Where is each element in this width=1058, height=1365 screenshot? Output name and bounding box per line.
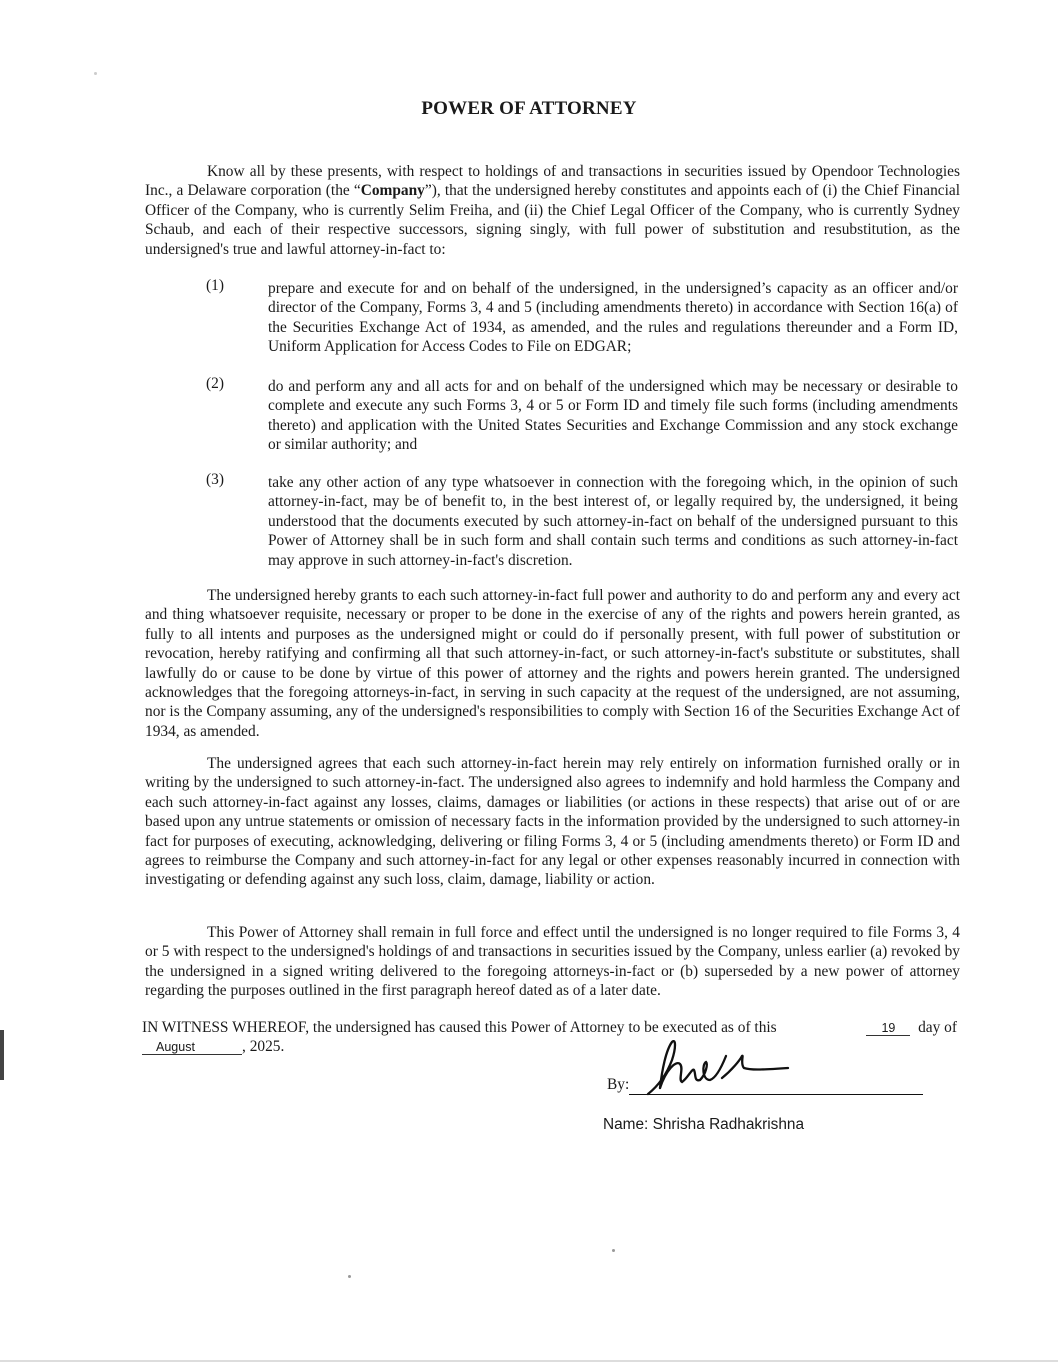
witness-day-of: day of xyxy=(918,1019,957,1036)
document-title: POWER OF ATTORNEY xyxy=(421,98,637,119)
scan-speck xyxy=(612,1249,615,1252)
item-text-3: take any other action of any type whatsoever in connection with the foregoing which, in the opinion of such attorney-in-fact, may be of benefit to, in the best interest of, or legally required by, the undersigned, it being understood that the documents executed by such attorney-in-fact on behalf of the undersigned pursuant to this Power of Attorney shall be in such form and shall contain such terms and conditions as such attorney-in-fact may approve in such attorney-in-fact's discretion. xyxy=(268,474,958,569)
month-field: August xyxy=(142,1040,242,1055)
handwritten-signature xyxy=(636,1030,796,1102)
term-paragraph: This Power of Attorney shall remain in full force and effect until the undersigned is no longer required to file Forms 3, 4 or 5 with respect to the undersigned's holdings of and transactions in securities issued by the Company, unless earlier (a) revoked by the undersigned in a signed writing delivered to the foregoing attorneys-in-fact or (b) superseded by a new power of attorney regarding the purposes outlined in the first paragraph hereof dated as of a later date. xyxy=(145,924,960,1000)
year-text: , 2025. xyxy=(242,1038,285,1055)
witness-clause xyxy=(142,1018,957,1056)
day-field: 19 xyxy=(866,1021,910,1036)
intro-text-start: Know all by these presents, with respect to holdings of and transactions in securities issued by Opendoor Technologies Inc., a Delaware corporation (the “ xyxy=(145,163,960,200)
grant-of-authority-paragraph: The undersigned hereby grants to each such attorney-in-fact full power and authority to do and perform any and every act and thing whatsoever requisite, necessary or proper to be done in the exercise of any of the rights and powers herein granted, as fully to all intents and purposes as the undersigned might or could do if personally present, with full power of substitution or revocation, hereby ratifying and confirming all that such attorney-in-fact, or such attorney-in-fact's substitute or substitutes, shall lawfully do or cause to be done by virtue of this power of attorney and the rights and powers herein granted. The undersigned acknowledges that the foregoing attorneys-in-fact, in serving in such capacity at the request of the undersigned, are not assuming, nor is the Company assuming, any of the undersigned's responsibilities to comply with Section 16 of the Securities Exchange Act of 1934, as amended. xyxy=(145,587,960,740)
intro-text-end: ”), that the undersigned hereby constitutes and appoints each of (i) the Chief Financial Officer of the Company, who is currently Selim Freiha, and (ii) the Chief Legal Officer of the Company, who is currently Sydney Schaub, and each of their respective successors, signing singly, with full power of substitution and resubstitution, as the undersigned's true and lawful attorney-in-fact to: xyxy=(145,182,960,258)
item-number-2: (2) xyxy=(206,375,224,392)
defined-term-company: Company xyxy=(360,182,425,200)
scan-speck xyxy=(348,1275,351,1278)
scan-artifact-edge xyxy=(0,1030,4,1080)
witness-text: IN WITNESS WHEREOF, the undersigned has caused this Power of Attorney to be executed as of this xyxy=(142,1019,777,1036)
item-text-2: do and perform any and all acts for and on behalf of the undersigned which may be necessary or desirable to complete and execute any such Forms 3, 4 or 5 or Form ID and timely file such forms (including amendments thereto) and application with the United States Securities and Exchange Commission and any stock exchange or similar authority; and xyxy=(268,378,958,454)
intro-paragraph xyxy=(145,162,960,259)
item-number-3: (3) xyxy=(206,471,224,488)
by-label: By: xyxy=(607,1076,630,1093)
item-text-1: prepare and execute for and on behalf of the undersigned, in the undersigned’s capacity as an officer and/or director of the Company, Forms 3, 4 and 5 (including amendments thereto) in accordance with Section 16(a) of the Securities Exchange Act of 1934, as amended, and the rules and regulations thereunder and a Form ID, Uniform Application for Access Codes to File on EDGAR; xyxy=(268,280,958,356)
scan-artifact-bottom xyxy=(0,1360,1058,1362)
indemnification-paragraph: The undersigned agrees that each such attorney-in-fact herein may rely entirely on information furnished orally or in writing by the undersigned to such attorney-in-fact. The undersigned also agrees to indemnify and hold harmless the Company and each such attorney-in-fact against any losses, claims, damages or liabilities (or actions in these respects) that arise out of or are based upon any untrue statements or omission of necessary facts in the information provided by the undersigned to such attorney-in fact for purposes of executing, acknowledging, delivering or filing Forms 3, 4 or 5 (including amendments thereto) or Form ID and agrees to reimburse the Company and such attorney-in-fact for any legal or other expenses reasonably incurred in connection with investigating or defending against any such loss, claim, damage, liability or action. xyxy=(145,755,960,889)
scan-speck xyxy=(94,72,97,75)
signer-name: Name: Shrisha Radhakrishna xyxy=(603,1116,805,1133)
item-number-1: (1) xyxy=(206,277,224,294)
